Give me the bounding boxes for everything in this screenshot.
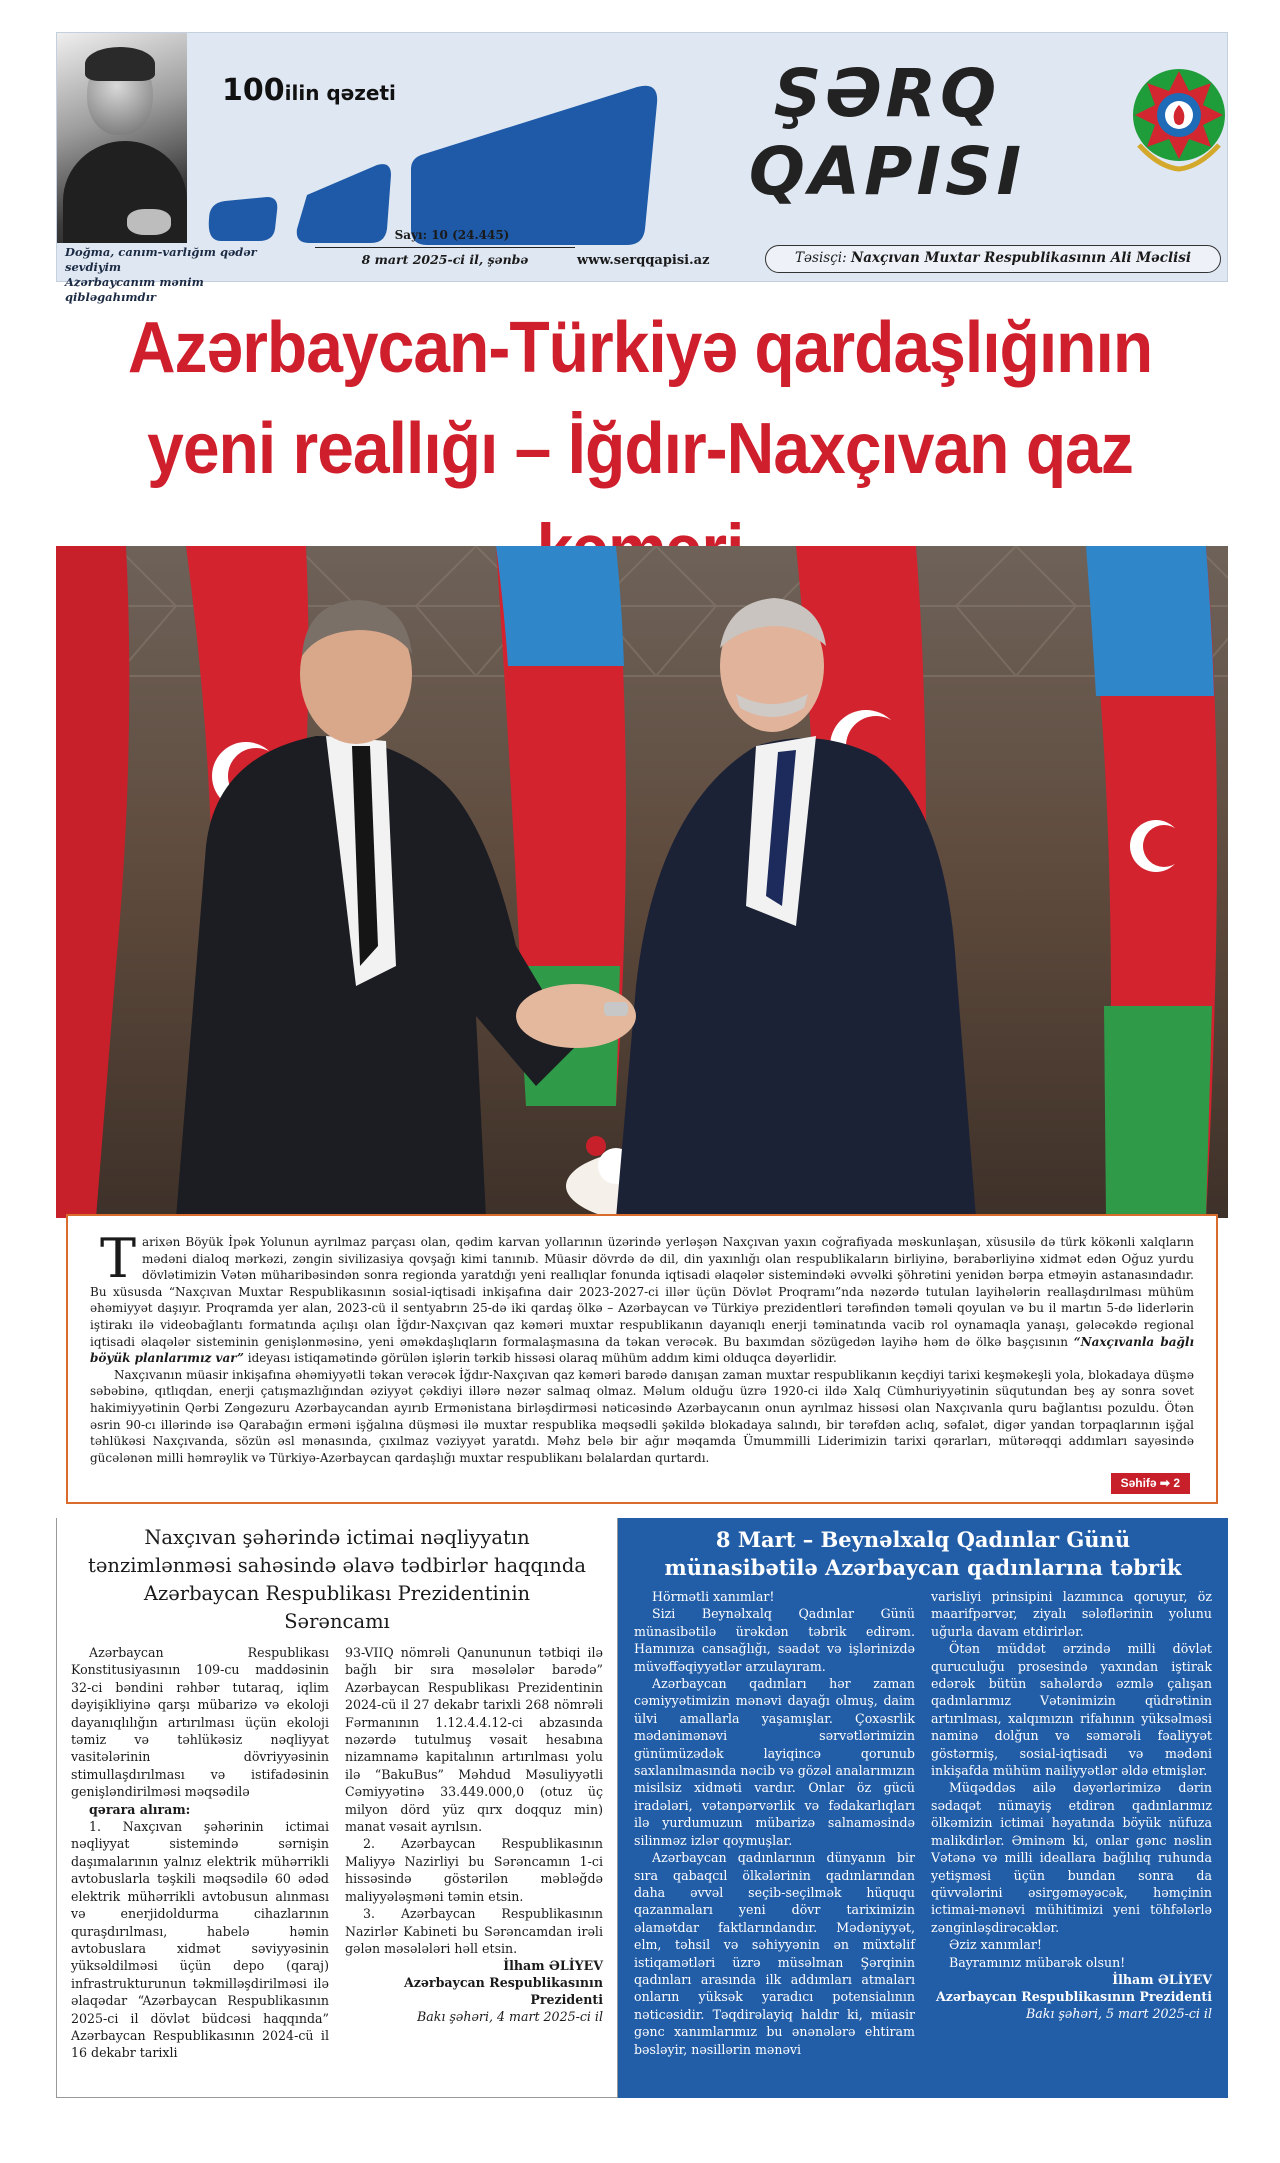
greeting-title-line-2: münasibətilə Azərbaycan qadınlarına təbrik bbox=[664, 1555, 1182, 1580]
handshake bbox=[516, 984, 636, 1048]
title-line-2: QAPISI bbox=[748, 133, 1026, 210]
greeting-paragraph: Azərbaycan qadınları hər zaman cəmiyyətimizin mənəvi dayağı olmuş, daim ülvi amallarla yaşamışlar. Çoxəsrlik mədənimənəvi sərvətlərimizin günümüzədək layiqincə qorunub saxlanılmasında nəcib və gözəl analarımızın misilsiz xidməti vardır. Onlar öz gücü iradələri, vətənpərvərlik və fədakarlıqları ilə yurdumuzun mübarizə salnaməsində silinməz izlər qoymuşlar. bbox=[634, 1676, 915, 1848]
lead-paragraph-1-end: ideyası istiqamətində görülən işlərin tərkib hissəsi olaraq mühüm addım kimi olduqca dəyərlidir. bbox=[247, 1351, 837, 1366]
greeting-paragraph: Sizi Beynəlxalq Qadınlar Günü münasibətilə ürəkdən təbrik edirəm. Hamınıza cansağlığı, səadət və işlərinizdə müvəffəqiyyətlər arzulayıram. bbox=[634, 1606, 915, 1674]
greeting-place-date: Bakı şəhəri, 5 mart 2025-ci il bbox=[1026, 2005, 1212, 2021]
founder-portrait bbox=[57, 33, 187, 243]
greeting-columns bbox=[634, 1588, 1212, 2058]
decree-title-line-4: Sərəncamı bbox=[284, 1610, 390, 1633]
decree-article bbox=[56, 1518, 618, 2098]
continue-page-link[interactable]: Səhifə ➡ 2 bbox=[1111, 1473, 1190, 1494]
founder-text: Naxçıvan Muxtar Respublikasının Ali Məclisi bbox=[850, 250, 1191, 266]
greeting-column-2 bbox=[931, 1588, 1212, 2058]
lead-paragraph-1 bbox=[90, 1227, 1195, 1367]
issue-date: 8 mart 2025-ci il, şənbə bbox=[315, 247, 575, 267]
decree-paragraph: 1. Naxçıvan şəhərinin ictimai nəqliyyat sistemində sərnişin daşımalarının yalnız elektrik mühərrikli avtobuslarla təşkili məqsədilə 60 ədəd elektrik mühərrikli avtobusun alınması və enerjidoldurma cihazlarının quraşdırılması, habelə həmin avtobuslara xidmət səviyyəsinin yüksəldilməsi üçün depo (qaraj) infrastrukturunun təkmilləşdirilməsi ilə əlaqədar “Azərbaycan Respublikasının 2025-ci il dövlət büdcəsi haqqında” Azərbaycan Respublikasının 2024-cü il 16 dekabr tarixli bbox=[71, 1819, 329, 2061]
greeting-paragraph: Müqəddəs ailə dəyərlərimizə dərin sədaqət nümayiş etdirən qadınlarımız ölkəmizin ictimai həyatında böyük nüfuza malikdirlər. Əminəm ki, onlar gənc nəslin Vətənə və milli ideallara bağlılıq ruhunda yetişməsi üçün bundan sonra da qüvvələrini əsirgəməyəcək, həmçinin ictimai-mənəvi mühitimizi yeni töhfələrlə zənginləşdirəcəklər. bbox=[931, 1780, 1212, 1935]
anniversary-number: 100 bbox=[222, 73, 285, 108]
greeting-paragraph: Azərbaycan qadınlarının dünyanın bir sıra qabaqcıl ölkələrinin qadınlarından daha əvvəl seçib-seçilmək hüququ qazanmaları yeni dövr tariximizin əlamətdar faktlarındandır. Mədəniyyət, elm, təhsil və səhiyyənin ən müxtəlif istiqamətləri üzrə müsəlman Şərqinin qadınları arasında ilk addımları atmaları onların yüksək yaradıcı potensialının nəticəsidir. Təqdirəlayiq haldır ki, müasir gənc xanımlarımız bu ənənələrə ehtiram bəsləyir, nəsillərin mənəvi bbox=[634, 1850, 915, 2057]
decree-column-2 bbox=[345, 1644, 603, 2062]
masthead bbox=[56, 32, 1228, 304]
decree-title bbox=[71, 1524, 603, 1636]
headline-line-2: yeni reallığı – İğdır-Naxçıvan qaz bbox=[147, 407, 1133, 489]
decree-resolution: qərara alıram: bbox=[89, 1801, 191, 1817]
decree-title-line-3: Azərbaycan Respublikası Prezidentinin bbox=[143, 1582, 531, 1605]
founder-banner bbox=[765, 245, 1221, 273]
greeting-paragraph: Bayramınız mübarək olsun! bbox=[949, 1954, 1126, 1970]
lead-paragraph-1-text: arixən Böyük İpək Yolunun ayrılmaz parçası olan, qədim karvan yollarının üzərində yerləşən Naxçıvan yaxın coğrafiyada məskunlaşan, xüsusilə də türk kökənli xalqların mədəni dialoq mərkəzi, zəngin sivilizasiya qovşağı kimi tanınıb. Müasir dövrdə də dil, din yaxınlığı olan respublikaların birliyinə, bərabərliyinə xidmət edən Oğuz yurdu dövlətimizin Vətən müharibəsindən sonra regionda yaratdığı yeni reallıqlar fonunda iqtisadi əlaqələr sistemindəki əvvəlki şöhrətini yenidən bərpa etməyin astanasındadır. Bu xüsusda “Naxçıvan Muxtar Respublikasının sosial-iqtisadi inkişafına dair 2023-2027-ci illər üçün Dövlət Proqramı”nda nəzərdə tutulan layihələrin reallaşdırılması mühüm əhəmiyyət daşıyır. Proqramda yer alan, 2023-cü il sentyabrın 25-də iki qardaş ölkə – Azərbaycan və Türkiyə prezidentləri tərəfindən təməli qoyulan və bu il martın 5-də liderlərin iştirakı ilə videobağlantı formatında açılışı olan İğdır-Naxçıvan qaz kəməri muxtar respublikanın dayanıqlı enerji təminatında vacib rol oynamaqla yanaşı, gələcəkdə regional iqtisadi əlaqələr sisteminin genişlənməsinə, yeni əməkdaşlıqların formalaşmasına da təkan verəcək. Bu baxımdan sözügedən layihə həm də ölkə başçısının bbox=[90, 1235, 1194, 1349]
state-emblem-icon bbox=[1129, 43, 1229, 201]
lead-article bbox=[66, 1214, 1218, 1504]
handshake-photo bbox=[56, 546, 1228, 1218]
decree-signer-title: Azərbaycan Respublikasının bbox=[404, 1975, 603, 1991]
drop-cap: T bbox=[100, 1227, 137, 1290]
greeting-column-1 bbox=[634, 1588, 915, 2058]
website-link[interactable]: www.serqqapisi.az bbox=[577, 253, 710, 268]
decree-signer: İlham ƏLİYEV bbox=[503, 1958, 603, 1974]
motto-line-1: Doğma, canım-varlığım qədər sevdiyim bbox=[65, 245, 257, 274]
decree-title-line-1: Naxçıvan şəhərində ictimai nəqliyyatın bbox=[144, 1526, 530, 1549]
decree-columns bbox=[71, 1644, 603, 2062]
photo-illustration bbox=[56, 546, 1228, 1218]
greeting-title bbox=[634, 1526, 1212, 1582]
greeting-paragraph: Əziz xanımlar! bbox=[949, 1937, 1042, 1953]
newspaper-title bbox=[657, 55, 1117, 211]
decree-title-line-2: tənzimlənməsi sahəsində əlavə tədbirlər haqqında bbox=[88, 1554, 586, 1577]
anniversary-text: ilin qəzeti bbox=[284, 81, 396, 105]
decree-paragraph: Azərbaycan Respublikası Konstitusiyasının 109-cu maddəsinin 32-ci bəndini rəhbər tutaraq, iqlim dəyişikliyinə qarşı mübarizə və ekoloji dayanıqlılığın artırılması üçün ekoloji təmiz və təhlükəsiz nəqliyyat vasitələrinin dövriyyəsinin stimullaşdırılması və istifadəsinin genişləndirilməsi məqsədilə bbox=[71, 1645, 329, 1800]
greeting-signer: İlham ƏLİYEV bbox=[1112, 1971, 1212, 1987]
decree-paragraph: 3. Azərbaycan Respublikasının Nazirlər Kabineti bu Sərəncamdan irəli gələn məsələləri həll etsin. bbox=[345, 1906, 603, 1956]
greeting-salutation: Hörmətli xanımlar! bbox=[652, 1589, 775, 1604]
womens-day-greeting bbox=[618, 1518, 1228, 2098]
greeting-title-line-1: 8 Mart – Beynəlxalq Qadınlar Günü bbox=[715, 1527, 1131, 1552]
greeting-paragraph: Ötən müddət ərzində milli dövlət quruculuğu prosesində yaxından iştirak edərək bütün sahələrdə əzmlə çalışan qadınlarımız Vətənimizin qüdrətinin artırılması, xalqımızın rifahının yüksəlməsi naminə dolğun və səmərəli fəaliyyət göstərmiş, sosial-iqtisadi və mədəni inkişafda mühüm nailiyyətlər əldə etmişlər. bbox=[931, 1641, 1212, 1779]
greeting-paragraph: varisliyi prinsipini lazımınca qoruyur, öz maarifpərvər, ziyalı sələflərinin yolunu uğurla davam etdirirlər. bbox=[931, 1589, 1212, 1639]
decree-paragraph: 2. Azərbaycan Respublikasının Maliyyə Nazirliyi bu Sərəncamın 1-ci hissəsində göstərilən məbləğdə maliyyələşməni təmin etsin. bbox=[345, 1836, 603, 1904]
issue-number: Sayı: 10 (24.445) bbox=[394, 228, 510, 242]
decree-signer-title: Prezidenti bbox=[530, 1992, 603, 2008]
title-line-1: ŞƏRQ bbox=[773, 55, 1001, 132]
motto-line-2: Azərbaycanım mənim qibləgahımdır bbox=[65, 275, 204, 304]
decree-column-1 bbox=[71, 1644, 329, 2062]
founder-label: Təsisçi: bbox=[795, 250, 847, 266]
headline-line-1: Azərbaycan-Türkiyə qardaşlığının bbox=[127, 305, 1153, 388]
lead-quote: “Naxçıvanla bağlı böyük planlarımız var” bbox=[90, 1334, 1195, 1366]
decree-place-date: Bakı şəhəri, 4 mart 2025-ci il bbox=[417, 2009, 603, 2025]
greeting-signer-title: Azərbaycan Respublikasının Prezidenti bbox=[936, 1988, 1212, 2004]
anniversary-label bbox=[222, 73, 396, 108]
decree-paragraph: 93-VIIQ nömrəli Qanununun tətbiqi ilə bağlı bir sıra məsələlər barədə” Azərbaycan Respublikası Prezidentinin 2024-cü il 27 dekabr tarixli 268 nömrəli Fərmanının 1.12.4.4.12-ci abzasında nəzərdə tutulmuş vəsait hesabına nizamnamə kapitalının artırılması yolu ilə “BakuBus” Məhdud Məsuliyyətli Cəmiyyətinə 33.449.000,0 (otuz üç milyon dörd yüz qırx doqquz min) manat vəsait ayrılsın. bbox=[345, 1645, 603, 1835]
lead-paragraph-2: Naxçıvanın müasir inkişafına əhəmiyyətli təkan verəcək İğdır-Naxçıvan qaz kəməri barədə danışan zaman muxtar respublikanın keçdiyi tarixi keşməkeşli yola, blokadaya düşmə səbəbinə, qıtlıqdan, enerji çatışmazlığından əziyyət çəkdiyi illərə nəzər salmaq olmaz. Məlum olduğu üzrə 1920-ci ildə Xalq Cümhuriyyətinin süqutundan beş ay sonra sovet hakimiyyətinin Qərbi Zəngəzuru Azərbaycandan ayırıb Ermənistana birləşdirməsi nəticəsində Azərbaycanın onun ayrılmaz hissəsi olan Naxçıvanla quru bağlantısı pozuldu. Ötən əsrin 90-cı illərində isə Qarabağın erməni işğalına düşməsi ilə muxtar respublika məqsədli şəkildə blokadaya salındı, bir tərəfdən aclıq, səfalət, digər yandan torpaqlarının işğal təhlükəsi Naxçıvanda, sözün əsl mənasında, çıxılmaz vəziyyət yaratdı. Məhz belə bir ağır məqamda Ümummilli Liderimizin tarixi qərarları, mütərəqqi addımları sayəsində gücələnən milli həmrəylik və Türkiyə-Azərbaycan qardaşlığı muxtar respublikanı bəlalardan qurtardı. bbox=[90, 1367, 1194, 1465]
